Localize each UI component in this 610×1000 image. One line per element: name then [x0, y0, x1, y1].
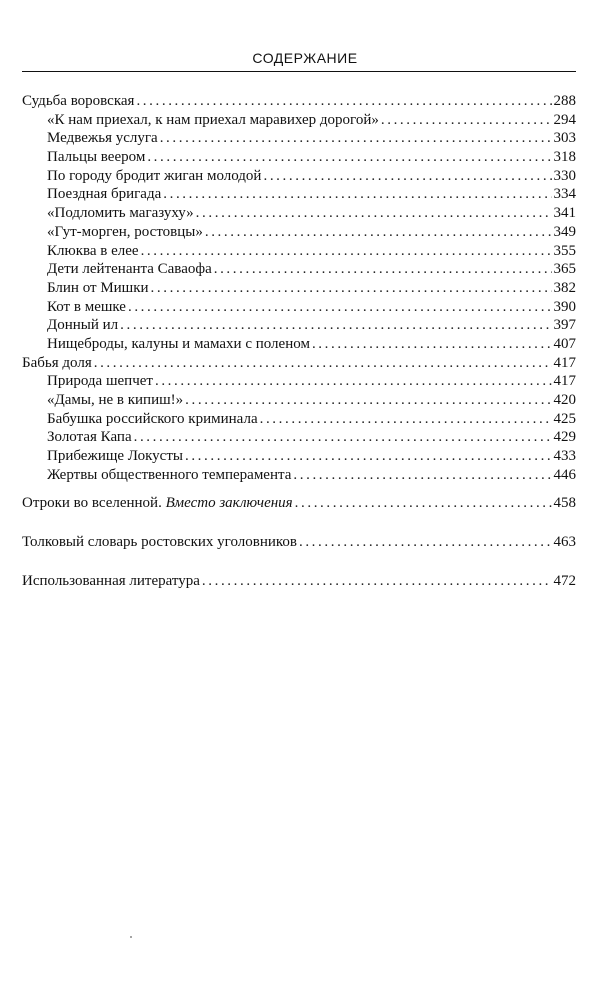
toc-entry-title: Медвежья услуга	[47, 130, 158, 147]
toc-entry-title: «Дамы, не в кипиш!»	[47, 392, 184, 408]
toc-entry-page: 349	[553, 223, 576, 240]
table-of-contents	[22, 92, 576, 591]
toc-entry-title: Судьба воровская	[22, 93, 135, 109]
toc-entry-title: Дети лейтенанта Саваофа	[47, 261, 212, 278]
toc-entry[interactable]	[22, 129, 576, 148]
toc-entry[interactable]	[22, 298, 576, 317]
toc-entry-page: 330	[553, 167, 576, 184]
toc-entry[interactable]	[22, 391, 576, 410]
toc-entry[interactable]	[22, 447, 576, 466]
dot-leader	[141, 242, 552, 261]
toc-entry-title: Использованная литература	[22, 572, 200, 589]
toc-entry[interactable]	[22, 279, 576, 298]
toc-entry-title: «К нам приехал, к нам приехал маравихер дорогой»	[47, 111, 379, 128]
toc-entry-page: 334	[553, 186, 576, 203]
toc-entry-page: 397	[553, 317, 576, 334]
toc-entry-title-main: Отроки во вселенной.	[22, 495, 162, 512]
toc-entry-page: 420	[553, 392, 576, 408]
toc-entry[interactable]	[22, 335, 576, 354]
toc-entry[interactable]	[22, 92, 576, 111]
toc-entry[interactable]	[22, 204, 576, 223]
toc-entry-page: 382	[553, 279, 576, 296]
toc-entry-title	[22, 494, 293, 513]
toc-entry-page: 355	[553, 242, 576, 259]
dot-leader	[120, 316, 551, 335]
toc-entry-page: 425	[553, 410, 576, 427]
dot-leader	[134, 428, 552, 447]
scan-speck	[130, 936, 132, 938]
toc-entry-title: Прибежище Локусты	[47, 448, 183, 465]
dot-leader	[94, 354, 552, 373]
dot-leader	[381, 111, 552, 130]
toc-entry-page: 341	[553, 205, 576, 222]
toc-entry-page: 288	[553, 93, 576, 109]
toc-entry-page: 407	[553, 335, 576, 352]
dot-leader	[151, 279, 552, 298]
toc-entry-title: По городу бродит жиган молодой	[47, 167, 262, 184]
toc-entry-title: Пальцы веером	[47, 149, 146, 166]
toc-entry-title: Природа шепчет	[47, 373, 153, 390]
toc-entry-page: 365	[553, 261, 576, 278]
toc-entry-title: Блин от Мишки	[47, 279, 149, 296]
toc-entry[interactable]	[22, 223, 576, 242]
dot-leader	[185, 391, 551, 410]
dot-leader	[196, 204, 552, 223]
toc-entry[interactable]	[22, 572, 576, 591]
dot-leader	[214, 260, 552, 279]
dot-leader	[136, 92, 551, 111]
toc-entry-page: 294	[553, 111, 576, 128]
toc-entry-page: 318	[553, 149, 576, 166]
toc-entry[interactable]	[22, 167, 576, 186]
toc-entry[interactable]	[22, 533, 576, 552]
toc-entry-title: Клюква в елее	[47, 242, 139, 259]
toc-entry[interactable]	[22, 466, 576, 485]
dot-leader	[202, 572, 552, 591]
dot-leader	[160, 129, 552, 148]
dot-leader	[263, 167, 551, 186]
toc-entry[interactable]	[22, 494, 576, 513]
toc-entry[interactable]	[22, 354, 576, 373]
dot-leader	[163, 185, 551, 204]
page-title: СОДЕРЖАНИЕ	[252, 50, 358, 66]
toc-entry[interactable]	[22, 185, 576, 204]
toc-entry-title: Нищеброды, калуны и мамахи с поленом	[47, 335, 310, 352]
dot-leader	[205, 223, 552, 242]
toc-entry-page: 463	[553, 534, 576, 551]
dot-leader	[185, 447, 552, 466]
toc-entry[interactable]	[22, 410, 576, 429]
toc-entry-page: 417	[553, 373, 576, 390]
toc-entry-page: 303	[553, 130, 576, 147]
toc-entry-title: Кот в мешке	[47, 298, 126, 315]
dot-leader	[293, 466, 551, 485]
toc-entry-title: «Гут-морген, ростовцы»	[47, 223, 203, 240]
header-divider	[22, 71, 576, 72]
toc-entry[interactable]	[22, 428, 576, 447]
dot-leader	[295, 494, 552, 513]
toc-entry[interactable]	[22, 372, 576, 391]
dot-leader	[260, 410, 552, 429]
dot-leader	[312, 335, 552, 354]
toc-entry-page: 390	[553, 298, 576, 315]
toc-entry-page: 458	[553, 495, 576, 512]
dot-leader	[299, 533, 552, 552]
toc-entry-title: Бабушка российского криминала	[47, 410, 258, 427]
toc-entry-page: 446	[553, 466, 576, 483]
dot-leader	[147, 148, 551, 167]
toc-entry-title-suffix: Вместо заключения	[165, 495, 293, 512]
toc-entry-page: 433	[553, 448, 576, 465]
toc-entry-title: Донный ил	[47, 317, 119, 334]
dot-leader	[128, 298, 552, 317]
toc-entry[interactable]	[22, 316, 576, 335]
toc-entry[interactable]	[22, 260, 576, 279]
toc-entry[interactable]	[22, 148, 576, 167]
toc-entry[interactable]	[22, 242, 576, 261]
toc-entry-title: Поездная бригада	[47, 186, 162, 203]
toc-entry-title: Золотая Капа	[47, 429, 132, 446]
toc-entry-page: 417	[553, 354, 576, 371]
toc-entry-title: Бабья доля	[22, 354, 92, 371]
toc-entry-title: Жертвы общественного темперамента	[47, 466, 292, 483]
toc-entry-title: «Подломить магазуху»	[47, 205, 194, 222]
toc-entry-title: Толковый словарь ростовских уголовников	[22, 534, 297, 551]
toc-entry[interactable]	[22, 111, 576, 130]
toc-entry-page: 429	[553, 429, 576, 446]
dot-leader	[155, 372, 552, 391]
toc-entry-page: 472	[553, 572, 576, 589]
